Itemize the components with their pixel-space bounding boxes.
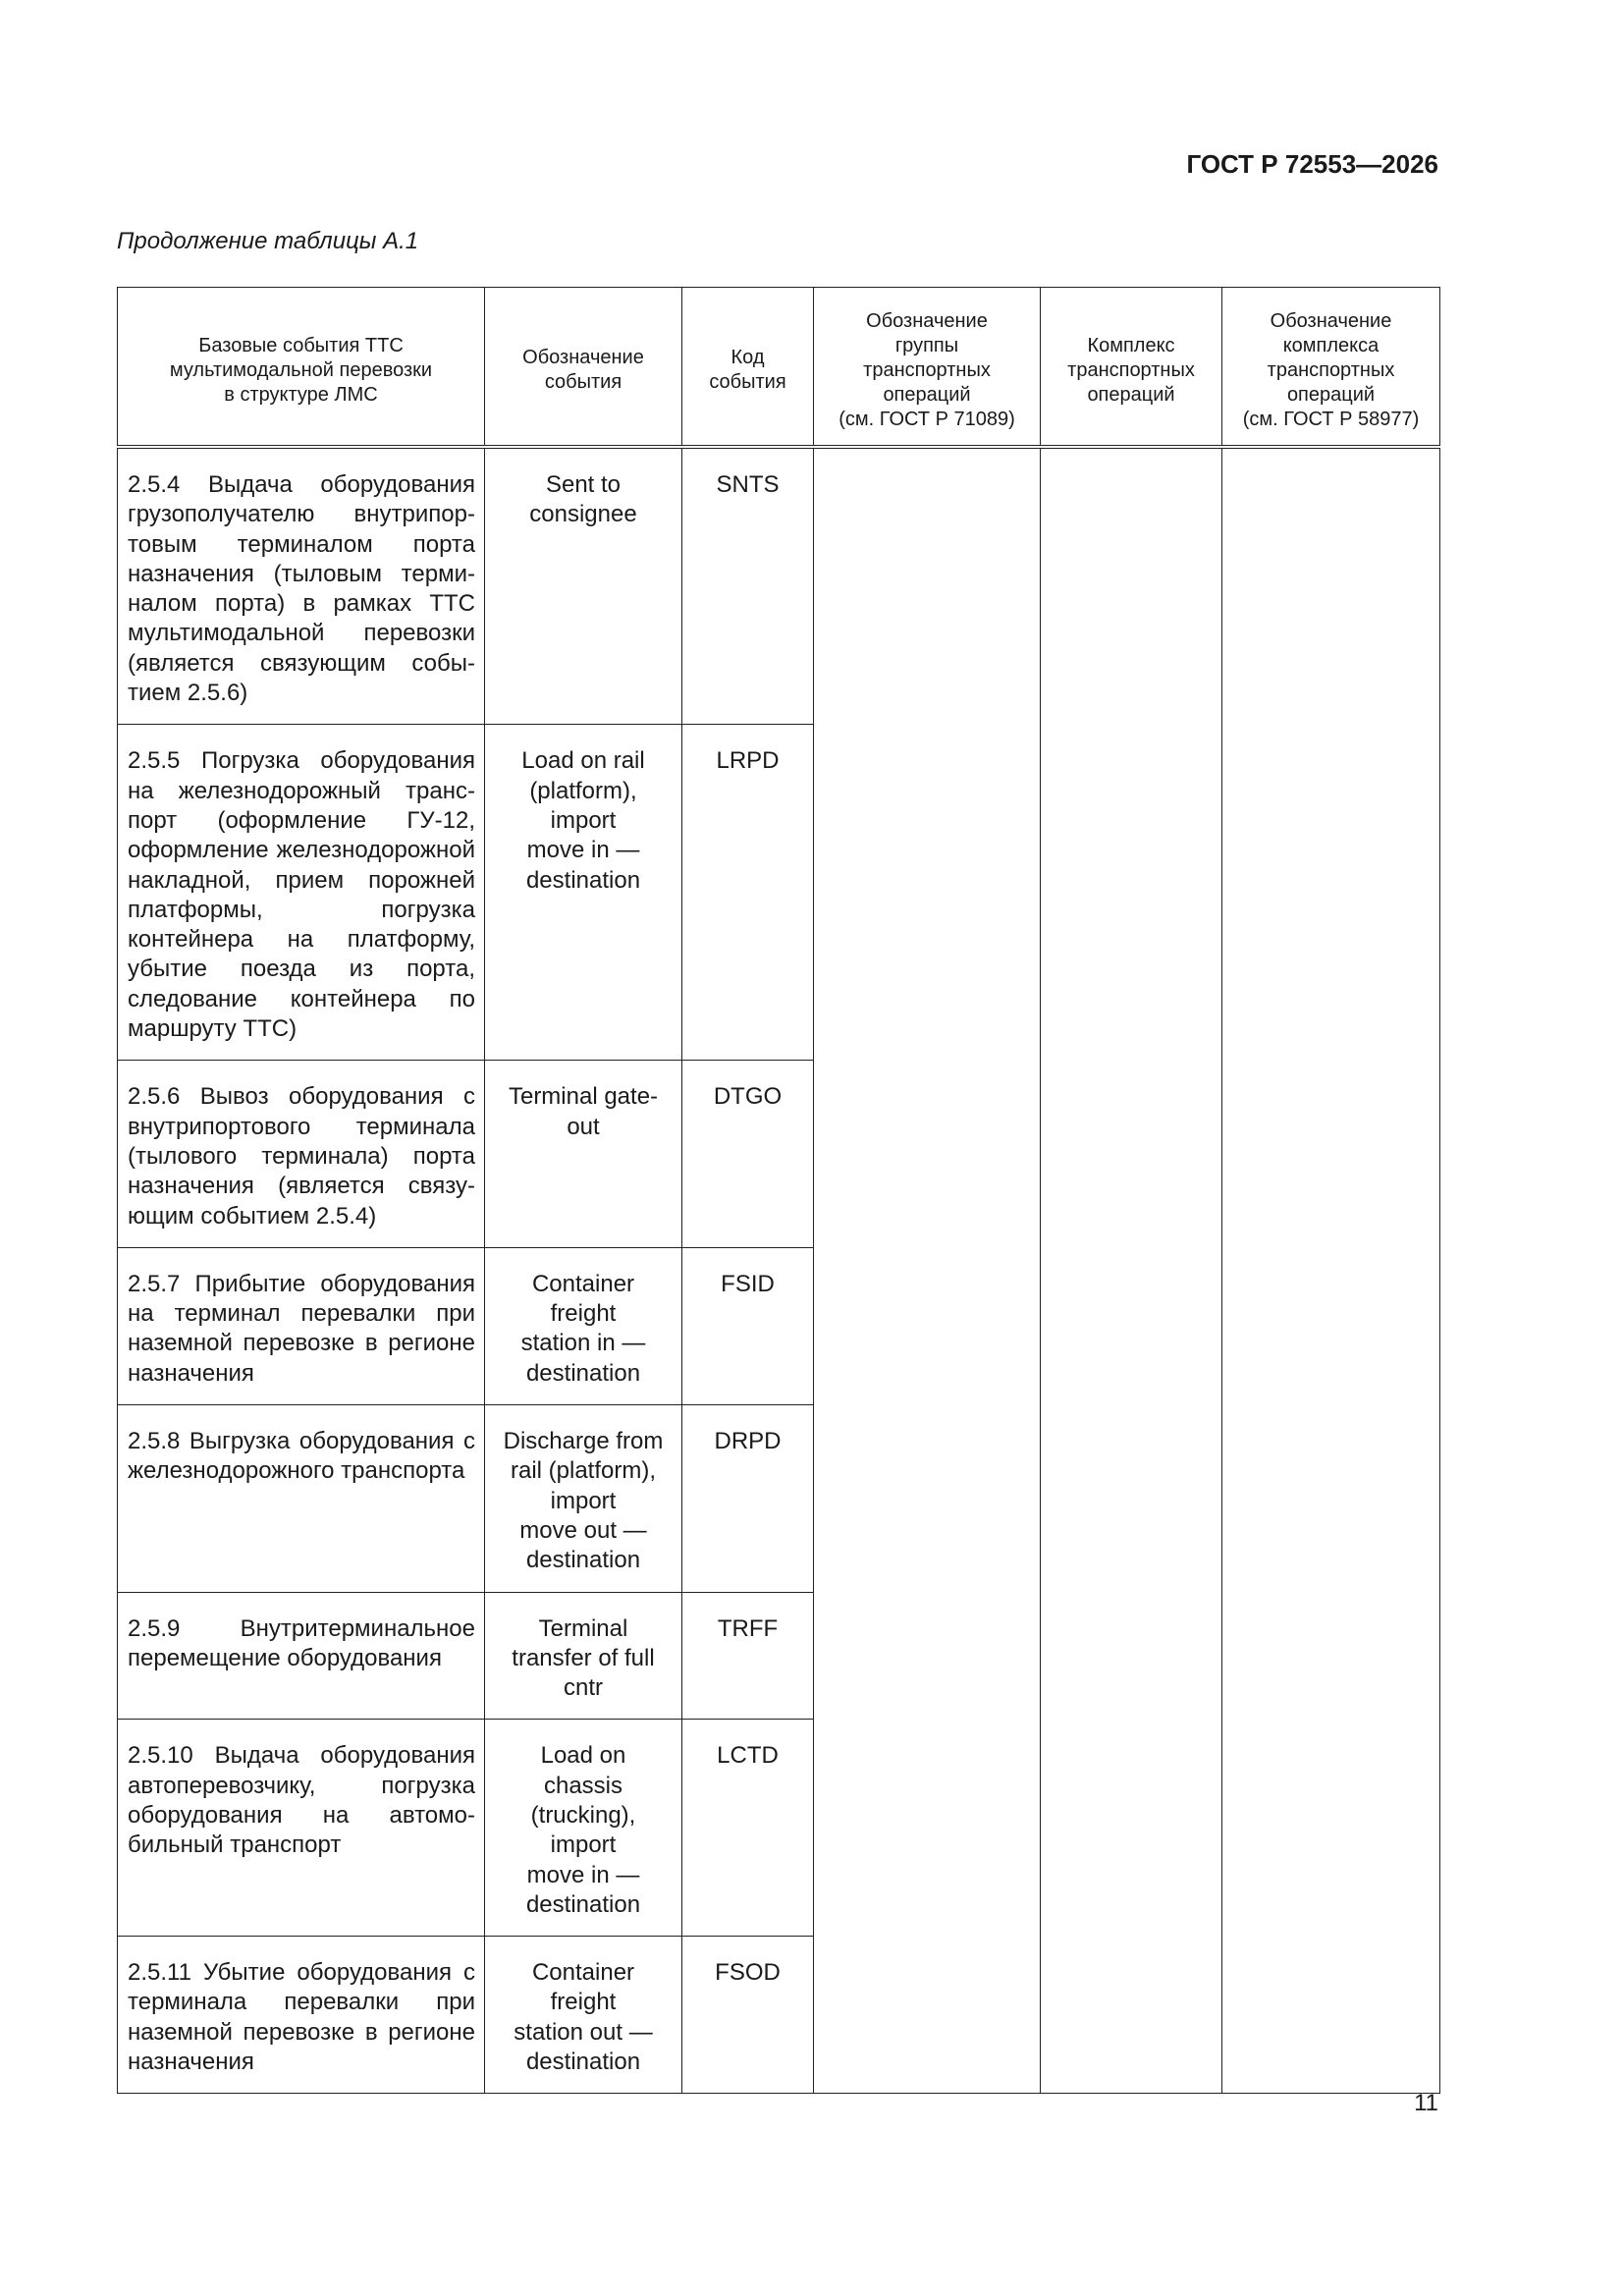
table-row — [118, 447, 1440, 725]
col-header-event-designation: Обозначение события — [485, 288, 682, 448]
event-code-cell: DTGO — [682, 1061, 814, 1247]
operation-group-cell — [814, 447, 1041, 2094]
event-code-cell: LCTD — [682, 1720, 814, 1937]
event-designation-cell: Container freight station out — destination — [485, 1937, 682, 2094]
event-designation-cell: Discharge from rail (platform), import move out — destination — [485, 1405, 682, 1592]
event-code-cell: LRPD — [682, 725, 814, 1061]
col-header-operation-group: Обозначение группы транспортных операций (см. ГОСТ Р 71089) — [814, 288, 1041, 448]
table-body — [118, 447, 1440, 2094]
event-description-cell: 2.5.6 Вывоз оборудования с внутрипортового терминала (тылового терминала) порта назначения (является связующим событием 2.5.4) — [118, 1061, 485, 1247]
event-description-cell: 2.5.11 Убытие оборудования с терминала перевалки при наземной перевозке в регионе назначения — [118, 1937, 485, 2094]
event-code-cell: DRPD — [682, 1405, 814, 1592]
event-description-cell: 2.5.4 Выдача оборудования грузополучателю внутрипортовым терминалом порта назначения (тыловым терминалом порта) в рамках ТТС мультимодальной перевозки (является связующим событием 2.5.6) — [118, 447, 485, 725]
header-row — [118, 288, 1440, 448]
event-description-cell: 2.5.8 Выгрузка оборудования с железнодорожного транспорта — [118, 1405, 485, 1592]
table-caption: Продолжение таблицы А.1 — [117, 228, 419, 254]
event-designation-cell: Container freight station in — destination — [485, 1247, 682, 1404]
event-designation-cell: Sent to consignee — [485, 447, 682, 725]
event-description-cell: 2.5.10 Выдача оборудования автоперевозчику, погрузка оборудования на автомобильный транспорт — [118, 1720, 485, 1937]
event-description-cell: 2.5.7 Прибытие оборудования на терминал перевалки при наземной перевозке в регионе назначения — [118, 1247, 485, 1404]
event-code-cell: TRFF — [682, 1592, 814, 1720]
col-header-complex-designation: Обозначение комплекса транспортных операций (см. ГОСТ Р 58977) — [1222, 288, 1440, 448]
event-designation-cell: Load on chassis (trucking), import move in — destination — [485, 1720, 682, 1937]
events-table — [117, 287, 1440, 2094]
col-header-base-events: Базовые события ТТС мультимодальной перевозки в структуре ЛМС — [118, 288, 485, 448]
event-code-cell: SNTS — [682, 447, 814, 725]
complex-designation-cell — [1222, 447, 1440, 2094]
event-designation-cell: Load on rail (platform), import move in — destination — [485, 725, 682, 1061]
page-number: 11 — [1414, 2090, 1438, 2116]
col-header-event-code: Код события — [682, 288, 814, 448]
operation-complex-cell — [1041, 447, 1222, 2094]
table-header — [118, 288, 1440, 448]
event-designation-cell: Terminal transfer of full cntr — [485, 1592, 682, 1720]
event-designation-cell: Terminal gate- out — [485, 1061, 682, 1247]
event-code-cell: FSOD — [682, 1937, 814, 2094]
event-description-cell: 2.5.5 Погрузка оборудования на железнодорожный транспорт (оформление ГУ-12, оформление железнодорожной накладной, прием порожней платформы, погрузка контейнера на платформу, убытие поезда из порта, следование контейнера по маршруту ТТС) — [118, 725, 485, 1061]
event-code-cell: FSID — [682, 1247, 814, 1404]
col-header-operation-complex: Комплекс транспортных операций — [1041, 288, 1222, 448]
document-number: ГОСТ Р 72553—2026 — [1186, 149, 1438, 179]
event-description-cell: 2.5.9 Внутритерминальное перемещение оборудования — [118, 1592, 485, 1720]
